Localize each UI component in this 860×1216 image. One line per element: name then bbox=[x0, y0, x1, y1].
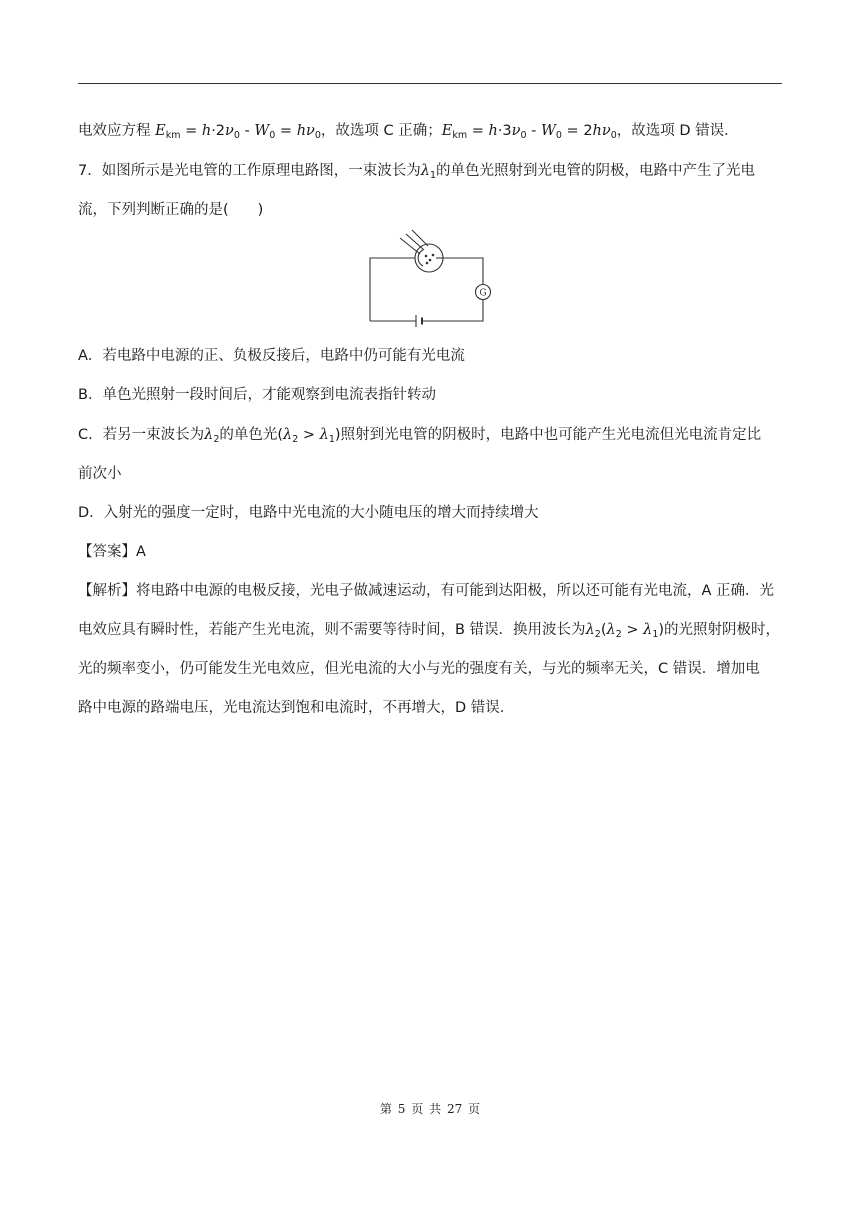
total-pages: 27 bbox=[446, 1102, 463, 1116]
option-a: A．若电路中电源的正、负极反接后，电路中仍可能有光电流 bbox=[78, 348, 465, 364]
answer: 【答案】A bbox=[78, 544, 146, 560]
previous-solution-line: 电效应方程 $E_{km} = h\cdot 2\nu_0 - W_0 = h\nu_0$，故选项 C 正确；$E_{km} = h\cdot 3\nu_0 - W_0 = 2h\nu_0$，故选项 D 错误． bbox=[78, 123, 739, 141]
analysis-line-1: 【解析】将电路中电源的电极反接，光电子做减速运动，有可能到达阳极，所以还可能有光电流，A 正确．光 bbox=[78, 583, 775, 599]
option-d: D．入射光的强度一定时，电路中光电流的大小随电压的增大而持续增大 bbox=[78, 505, 539, 521]
page-footer: 第 5 页 共 27 页 bbox=[379, 1102, 481, 1116]
option-c-line-2: 前次小 bbox=[78, 466, 122, 482]
option-b: B．单色光照射一段时间后，才能观察到电流表指针转动 bbox=[78, 387, 436, 403]
page-number: 5 bbox=[397, 1102, 406, 1116]
analysis-line-3: 光的频率变小，仍可能发生光电效应，但光电流的大小与光的强度有关，与光的频率无关，C 错误．增加电 bbox=[78, 661, 760, 677]
question-stem-line-2: 流，下列判断正确的是( ) bbox=[78, 202, 264, 218]
galvanometer-label: G bbox=[479, 288, 487, 299]
question-stem-line-1: 7．如图所示是光电管的工作原理电路图，一束波长为$\lambda_1$的单色光照射到光电管的阴极，电路中产生了光电 bbox=[78, 163, 755, 181]
option-c-line-1: C．若另一束波长为$\lambda_2$的单色光$(\lambda_2 > \lambda_1)$照射到光电管的阴极时，电路中也可能产生光电流但光电流肯定比 bbox=[78, 427, 762, 445]
phototube-circuit-diagram bbox=[360, 228, 520, 338]
analysis-line-2: 电效应具有瞬时性，若能产生光电流，则不需要等待时间，B 错误．换用波长为$\lambda_2(\lambda_2 > \lambda_1)$的光照射阴极时， bbox=[78, 622, 781, 640]
header-rule bbox=[78, 83, 782, 84]
analysis-line-4: 路中电源的路端电压，光电流达到饱和电流时，不再增大，D 错误． bbox=[78, 700, 515, 716]
